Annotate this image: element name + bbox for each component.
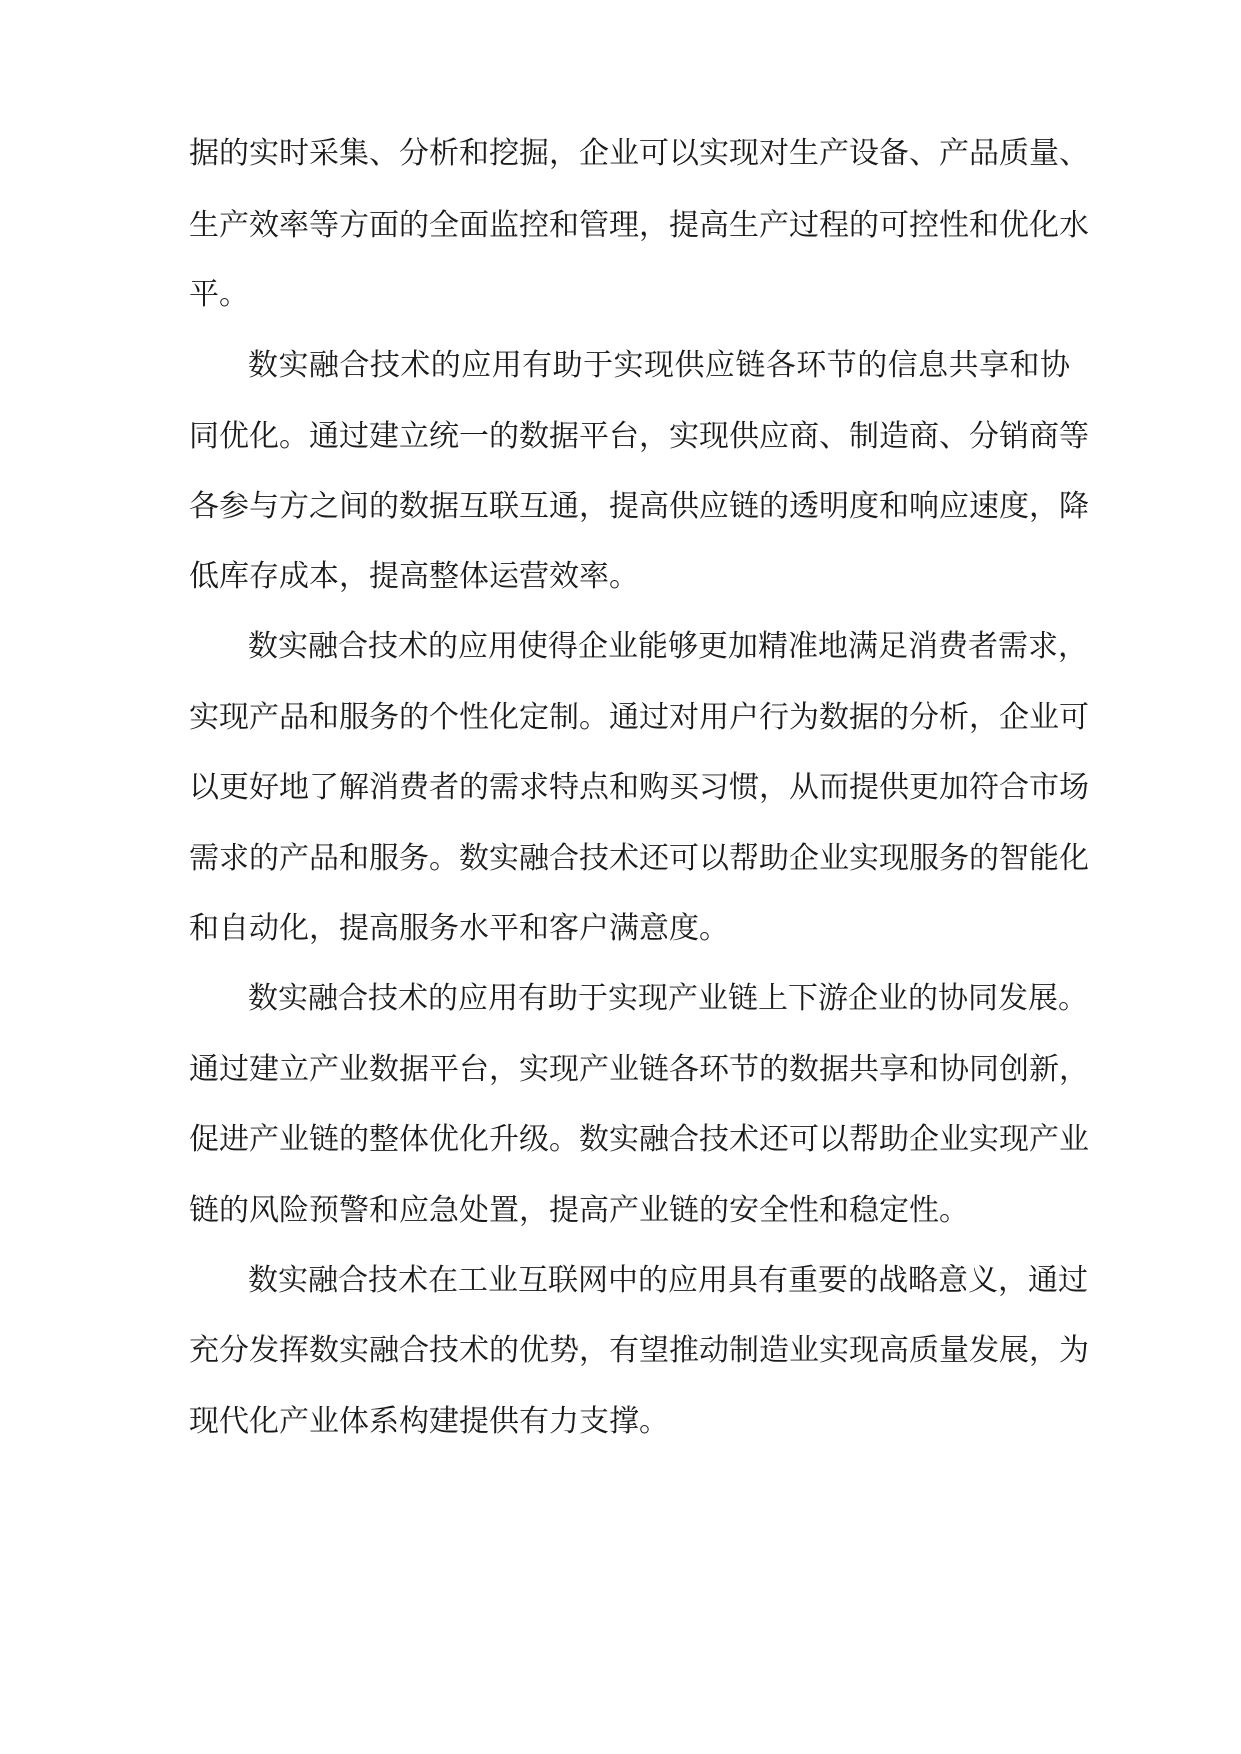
text-line: 生产效率等方面的全面监控和管理，提高生产过程的可控性和优化水 <box>189 208 1089 243</box>
text-line: 实现产品和服务的个性化定制。通过对用户行为数据的分析，企业可 <box>189 700 1089 735</box>
text-line: 促进产业链的整体优化升级。数实融合技术还可以帮助企业实现产业 <box>189 1122 1089 1157</box>
text-line: 充分发挥数实融合技术的优势，有望推动制造业实现高质量发展，为 <box>189 1333 1089 1368</box>
text-line: 低库存成本，提高整体运营效率。 <box>189 559 639 594</box>
paragraph-first-line: 数实融合技术的应用有助于实现供应链各环节的信息共享和协 <box>248 348 1070 383</box>
text-line: 以更好地了解消费者的需求特点和购买习惯，从而提供更加符合市场 <box>189 770 1089 805</box>
text-line: 同优化。通过建立统一的数据平台，实现供应商、制造商、分销商等 <box>189 419 1089 454</box>
paragraph-first-line: 数实融合技术的应用有助于实现产业链上下游企业的协同发展。 <box>248 981 1088 1016</box>
text-line: 现代化产业体系构建提供有力支撑。 <box>189 1404 669 1439</box>
text-line: 链的风险预警和应急处置，提高产业链的安全性和稳定性。 <box>189 1193 969 1228</box>
text-line: 需求的产品和服务。数实融合技术还可以帮助企业实现服务的智能化 <box>189 841 1089 876</box>
text-line: 通过建立产业数据平台，实现产业链各环节的数据共享和协同创新， <box>189 1052 1089 1087</box>
paragraph-first-line: 数实融合技术在工业互联网中的应用具有重要的战略意义，通过 <box>248 1263 1088 1298</box>
text-line: 和自动化，提高服务水平和客户满意度。 <box>189 911 729 946</box>
text-line: 各参与方之间的数据互联互通，提高供应链的透明度和响应速度，降 <box>189 489 1089 524</box>
text-line: 据的实时采集、分析和挖掘，企业可以实现对生产设备、产品质量、 <box>189 136 1089 171</box>
paragraph-first-line: 数实融合技术的应用使得企业能够更加精准地满足消费者需求， <box>248 629 1088 664</box>
text-line: 平。 <box>189 277 249 312</box>
